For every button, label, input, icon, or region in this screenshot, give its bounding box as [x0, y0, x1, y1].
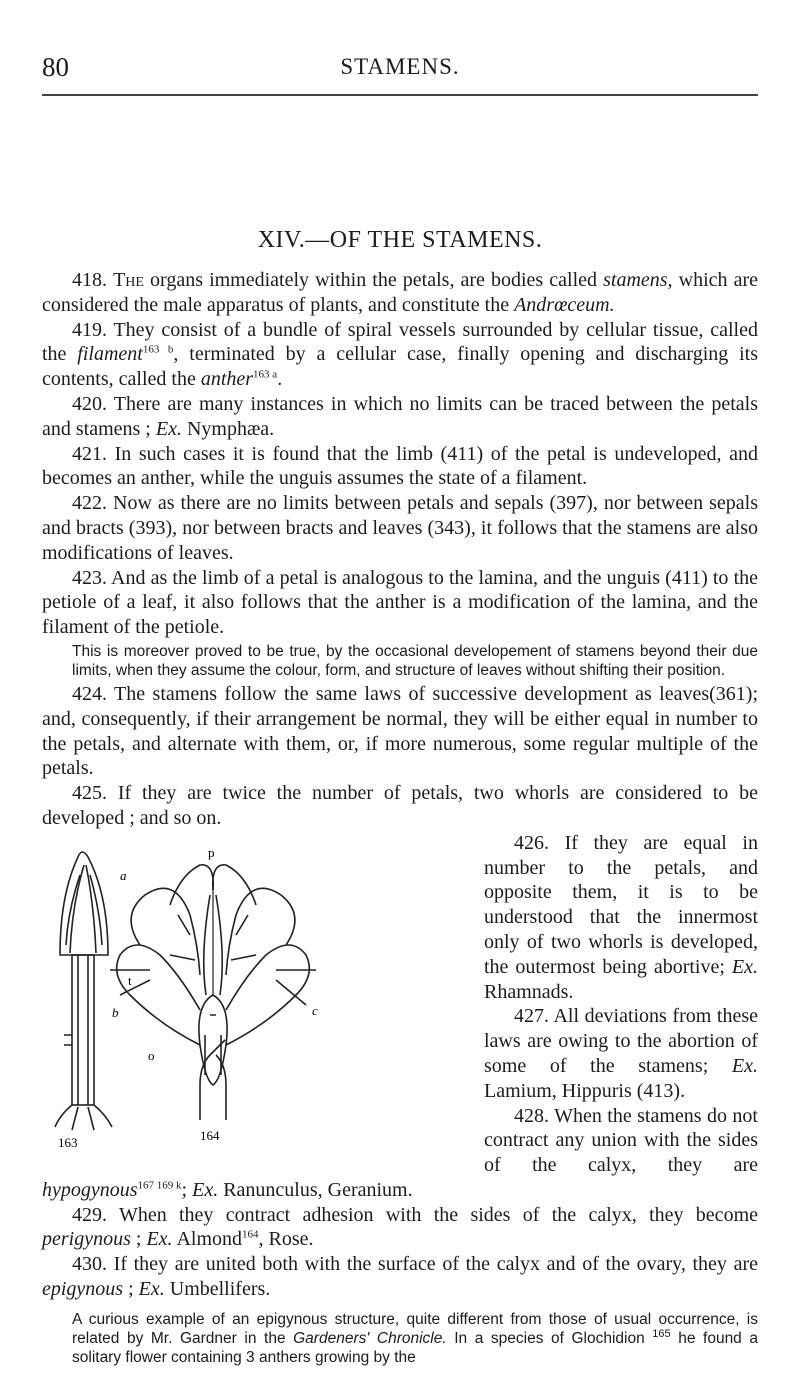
header-rule [42, 94, 758, 96]
figures-163-164 [0, 835, 470, 1150]
paragraph-421: 421. In such cases it is found that the limb (411) of the petal is undeveloped, and becomes an anther, while the unguis assumes the state of a filament. [42, 442, 758, 490]
paragraph-420: 420. There are many instances in which no limits can be traced between the petals and stamens ; Ex. Nymphæa. [42, 392, 758, 440]
paragraph-418: 418. The organs immediately within the petals, are bodies called stamens, which are considered the male apparatus of plants, and constitute the Andrœceum. [42, 269, 758, 316]
paragraph-424: 424. The stamens follow the same laws of successive development as leaves(361); and, consequently, if their arrangement be normal, they will be either equal in number to the petals, and alternate with them, or, if more numerous, some regular multiple of the petals. [42, 682, 758, 780]
body-text [42, 268, 758, 1369]
paragraph-429: 429. When they contract adhesion with the sides of the calyx, they become perigynous ; Ex. Almond$^{164}$, Rose. [42, 1203, 758, 1251]
page-header [42, 52, 758, 82]
label-p: p [208, 844, 215, 860]
paragraph-427: 427. All deviations from these laws are owing to the abortion of some of the stamens; Ex. Lamium, Hippuris (413). [484, 1005, 758, 1102]
label-t: t [128, 972, 132, 988]
paragraph-430: 430. If they are united both with the surface of the calyx and of the ovary, they are epigynous ; Ex. Umbellifers. [42, 1253, 758, 1301]
fig-164-number: 164 [200, 1127, 220, 1143]
label-o: o [148, 1047, 155, 1063]
paragraph-422: 422. Now as there are no limits between petals and sepals (397), nor between sepals and bracts (393), nor between bracts and leaves (343), it follows that the stamens are also modifications of leaves. [42, 492, 758, 564]
note-glochidion: A curious example of an epigynous structure, quite different from those of usual occurrence, is related by Mr. Gardner in the Gardeners' Chronicle. In a species of Glochidion $^{165}$ he found a solitary flower containing 3 anthers growing by the [72, 1310, 758, 1366]
label-b: b [112, 1004, 119, 1020]
note-stamens-leaves: This is moreover proved to be true, by the occasional developement of stamens beyond their due limits, when they assume the colour, form, and structure of leaves without shifting their position. [72, 642, 758, 679]
chapter-title: XIV.—OF THE STAMENS. [257, 227, 543, 253]
stamen-illustration [50, 835, 470, 1150]
label-a: a [120, 867, 127, 883]
paragraph-428: 428. When the stamens do not contract any union with the sides of the calyx, they are hypogynous$^{167 169 k}$; Ex. Ranunculus, Geranium. [42, 1104, 758, 1201]
paragraph-426: 426. If they are equal in number to the petals, and opposite them, it is to be understood that the innermost only of two whorls is developed, the outermost being abortive; Ex. Rhamnads. [484, 831, 758, 1003]
running-head: STAMENS. [340, 54, 460, 79]
paragraph-423: 423. And as the limb of a petal is analogous to the lamina, and the unguis (411) to the petiole of a leaf, it also follows that the anther is a modification of the lamina, and the filament of the petiole. [42, 566, 758, 639]
fig-163-number: 163 [58, 1134, 78, 1150]
ovary-shape [199, 995, 227, 1085]
label-c: c [312, 1002, 318, 1018]
paragraph-425: 425. If they are twice the number of petals, two whorls are considered to be developed ; and so on. [42, 782, 758, 829]
filament-shape [72, 955, 94, 1105]
paragraph-419: 419. They consist of a bundle of spiral vessels surrounded by cellular tissue, called the filament$^{163 b}$, terminated by a cellular case, finally opening and discharging its contents, called the anther$^{163 a}$. [42, 318, 758, 391]
page-number: 80 [42, 52, 69, 82]
